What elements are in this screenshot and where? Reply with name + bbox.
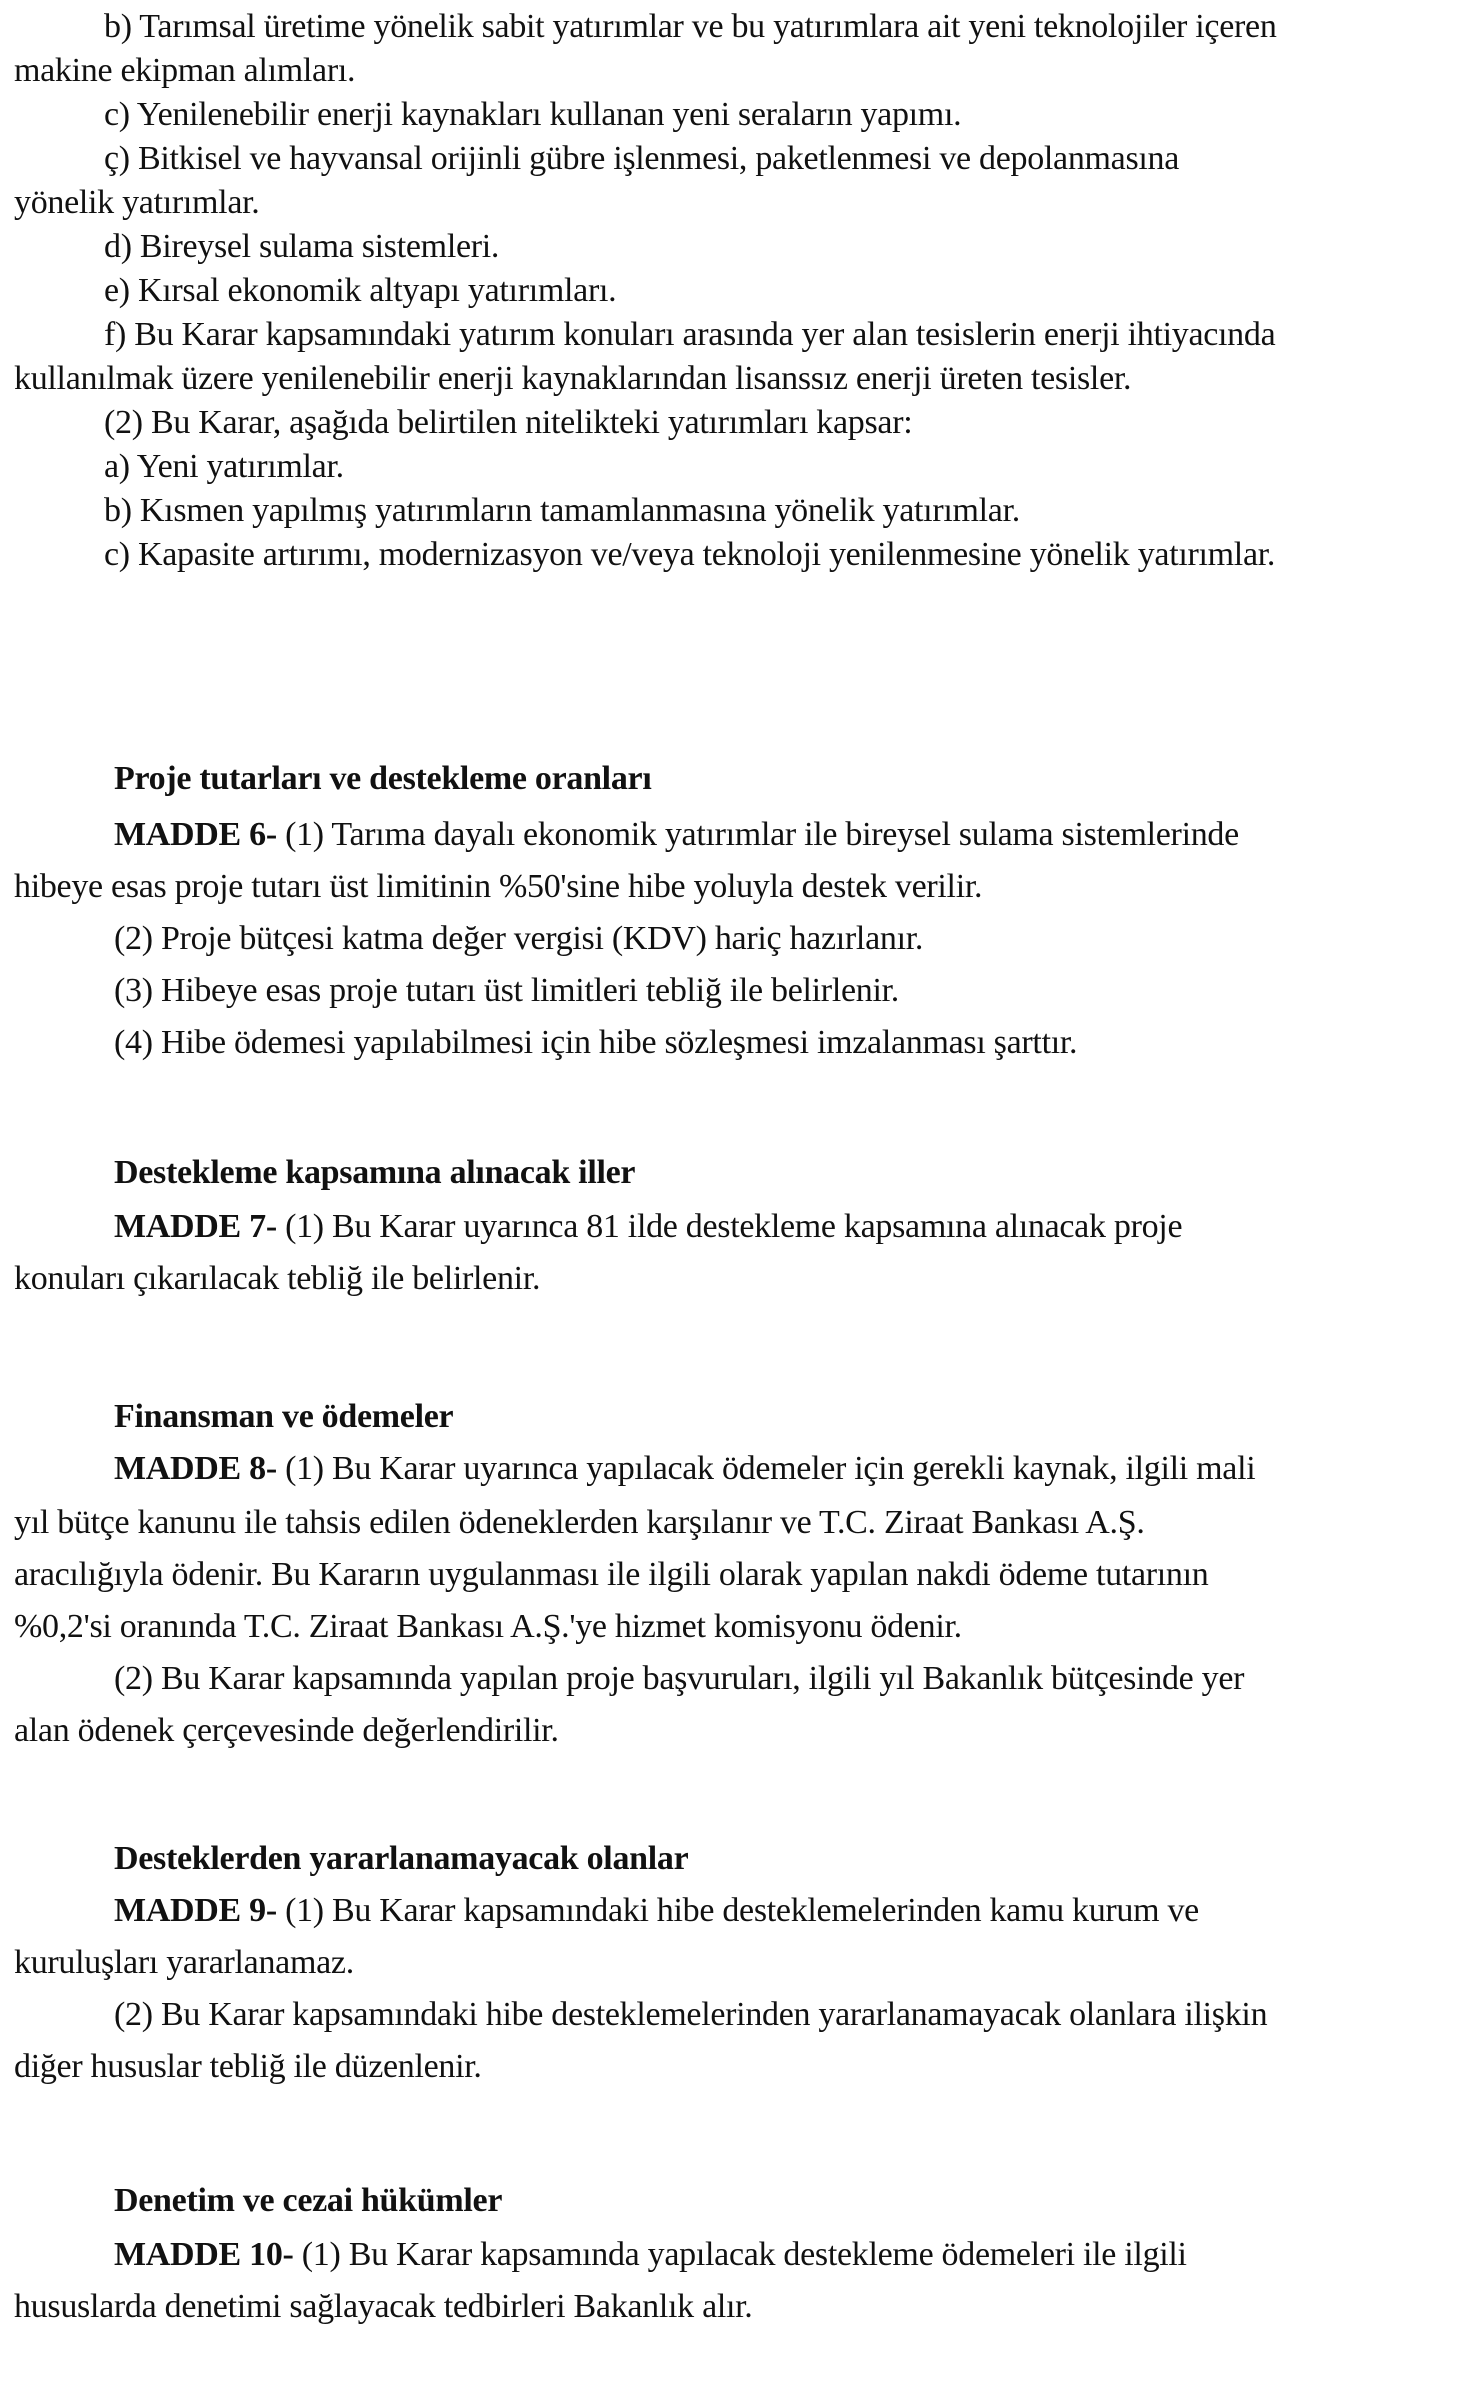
- article-9-para-1-line2: kuruluşları yararlanamaz.: [14, 1944, 354, 1981]
- article-9-para-1-line1: [114, 1890, 1199, 1932]
- item-f-line2: kullanılmak üzere yenilenebilir enerji kaynaklarından lisanssız enerji üreten tesisler.: [14, 360, 1132, 397]
- article-8-para-2-line1: (2) Bu Karar kapsamında yapılan proje başvuruları, ilgili yıl Bakanlık bütçesinde yer: [114, 1660, 1245, 1697]
- article-10-para-1-text: (1) Bu Karar kapsamında yapılacak destekleme ödemeleri ile ilgili: [301, 2236, 1187, 2273]
- item-d: d) Bireysel sulama sistemleri.: [104, 228, 500, 265]
- article-8-para-2-line2: alan ödenek çerçevesinde değerlendirilir.: [14, 1712, 559, 1749]
- article-9-para-2-line2: diğer hususlar tebliğ ile düzenlenir.: [14, 2048, 482, 2085]
- para-2-item-c: c) Kapasite artırımı, modernizasyon ve/veya teknoloji yenilenmesine yönelik yatırımlar.: [104, 536, 1276, 573]
- article-10-para-1-line2: hususlarda denetimi sağlayacak tedbirleri Bakanlık alır.: [14, 2288, 753, 2325]
- article-6-para-4: (4) Hibe ödemesi yapılabilmesi için hibe sözleşmesi imzalanması şarttır.: [114, 1024, 1078, 1061]
- article-6-para-2: (2) Proje bütçesi katma değer vergisi (KDV) hariç hazırlanır.: [114, 920, 924, 957]
- article-9-para-2-line1: (2) Bu Karar kapsamındaki hibe desteklemelerinden yararlanamayacak olanlara ilişkin: [114, 1996, 1268, 2033]
- article-8-para-1-line3: aracılığıyla ödenir. Bu Kararın uygulanması ile ilgili olarak yapılan nakdi ödeme tutarının: [14, 1556, 1209, 1593]
- article-7-heading: Destekleme kapsamına alınacak iller: [114, 1154, 636, 1191]
- article-6-para-3: (3) Hibeye esas proje tutarı üst limitleri tebliğ ile belirlenir.: [114, 972, 899, 1009]
- article-7-para-1-line1: [114, 1206, 1182, 1248]
- article-8-number: MADDE 8-: [114, 1450, 277, 1487]
- article-7-para-1-line2: konuları çıkarılacak tebliğ ile belirlenir.: [14, 1260, 541, 1297]
- item-c-cedilla-line1: ç) Bitkisel ve hayvansal orijinli gübre işlenmesi, paketlenmesi ve depolanmasına: [104, 140, 1180, 177]
- para-2-intro: (2) Bu Karar, aşağıda belirtilen nitelikteki yatırımları kapsar:: [104, 404, 913, 441]
- article-8-para-1-line4: %0,2'si oranında T.C. Ziraat Bankası A.Ş.'ye hizmet komisyonu ödenir.: [14, 1608, 962, 1645]
- article-6-para-1-text: (1) Tarıma dayalı ekonomik yatırımlar ile bireysel sulama sistemlerinde: [285, 816, 1239, 853]
- article-8-heading: Finansman ve ödemeler: [114, 1398, 454, 1435]
- article-10-number: MADDE 10-: [114, 2236, 294, 2273]
- article-7-para-1-text: (1) Bu Karar uyarınca 81 ilde destekleme kapsamına alınacak proje: [285, 1208, 1183, 1245]
- item-b-line1: b) Tarımsal üretime yönelik sabit yatırımlar ve bu yatırımlara ait yeni teknolojiler içeren: [104, 8, 1277, 45]
- item-c: c) Yenilenebilir enerji kaynakları kullanan yeni seraların yapımı.: [104, 96, 962, 133]
- article-7-number: MADDE 7-: [114, 1208, 277, 1245]
- article-6-heading: Proje tutarları ve destekleme oranları: [114, 760, 652, 797]
- article-10-heading: Denetim ve cezai hükümler: [114, 2182, 503, 2219]
- article-6-para-1-line2: hibeye esas proje tutarı üst limitinin %50'sine hibe yoluyla destek verilir.: [14, 868, 983, 905]
- para-2-item-a: a) Yeni yatırımlar.: [104, 448, 344, 485]
- item-c-cedilla-line2: yönelik yatırımlar.: [14, 184, 260, 221]
- article-10-para-1-line1: [114, 2234, 1187, 2276]
- article-8-para-1-line1: [114, 1448, 1255, 1490]
- article-6-number: MADDE 6-: [114, 816, 277, 853]
- article-8-para-1-text: (1) Bu Karar uyarınca yapılacak ödemeler için gerekli kaynak, ilgili mali: [285, 1450, 1256, 1487]
- para-2-item-b: b) Kısmen yapılmış yatırımların tamamlanmasına yönelik yatırımlar.: [104, 492, 1020, 529]
- article-8-para-1-line2: yıl bütçe kanunu ile tahsis edilen ödeneklerden karşılanır ve T.C. Ziraat Bankası A.Ş.: [14, 1504, 1145, 1541]
- article-9-number: MADDE 9-: [114, 1892, 277, 1929]
- item-f-line1: f) Bu Karar kapsamındaki yatırım konuları arasında yer alan tesislerin enerji ihtiyacında: [104, 316, 1276, 353]
- item-e: e) Kırsal ekonomik altyapı yatırımları.: [104, 272, 617, 309]
- article-9-para-1-text: (1) Bu Karar kapsamındaki hibe desteklemelerinden kamu kurum ve: [285, 1892, 1199, 1929]
- article-9-heading: Desteklerden yararlanamayacak olanlar: [114, 1840, 689, 1877]
- item-b-line2: makine ekipman alımları.: [14, 52, 356, 89]
- article-6-para-1-line1: [114, 814, 1239, 856]
